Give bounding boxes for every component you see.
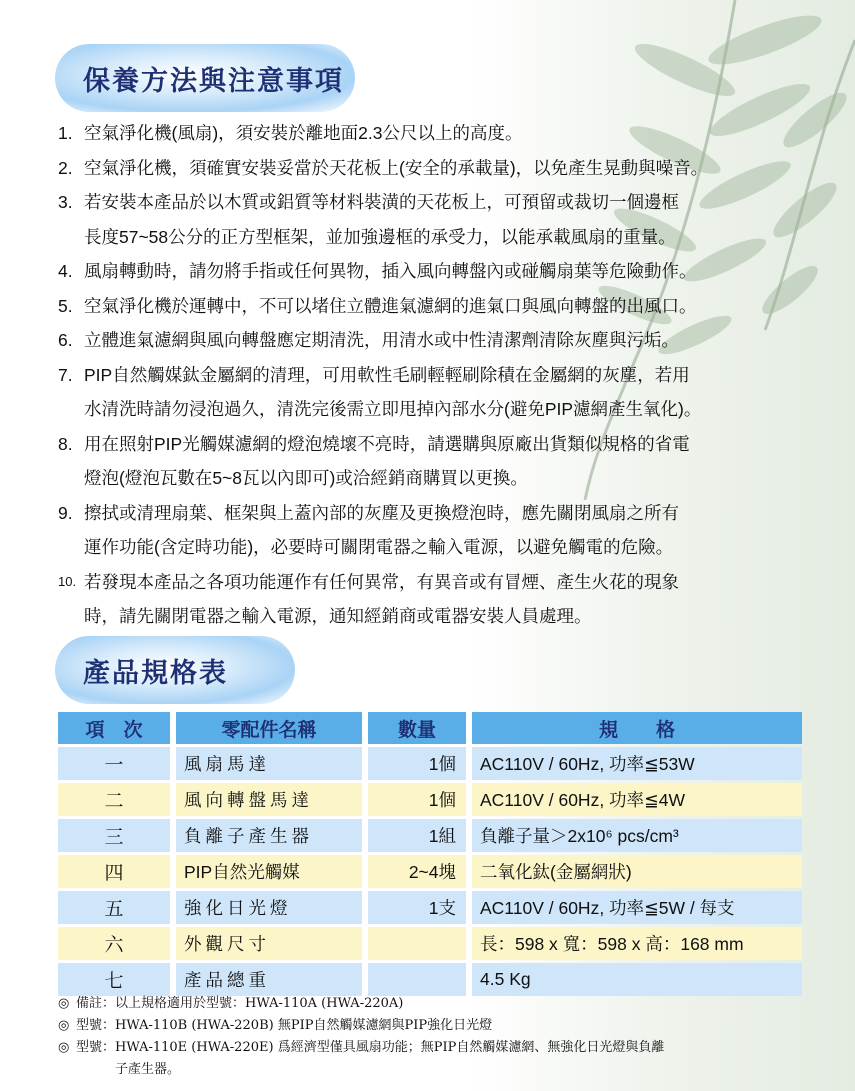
table-row [58, 927, 802, 960]
footnotes [58, 993, 818, 1081]
row-part-name: 外觀尺寸 [170, 927, 362, 960]
section-title-spec [55, 636, 295, 704]
footnote-line: 子產生器。 [115, 1062, 181, 1077]
row-spec: AC110V / 60Hz, 功率≦53W [466, 747, 802, 780]
note-item [58, 496, 818, 565]
note-item [58, 254, 818, 289]
footnote-item [58, 993, 818, 1015]
table-row [58, 819, 802, 852]
bullet-mark: ◎ [58, 996, 70, 1011]
row-quantity: 1個 [362, 783, 466, 816]
note-line: 擦拭或清理扇葉、框架與上蓋內部的灰塵及更換燈泡時，應先關閉風扇之所有 [84, 502, 679, 523]
bullet-mark: ◎ [58, 1018, 70, 1033]
note-line: 水清洗時請勿浸泡過久，清洗完後需立即甩掉內部水分(避免PIP濾網產生氧化)。 [84, 399, 702, 419]
row-part-name: PIP自然光觸媒 [170, 855, 362, 888]
note-item [58, 565, 818, 634]
note-line: 用在照射PIP光觸媒濾網的燈泡燒壞不亮時，請選購與原廠出貨類似規格的省電 [84, 433, 690, 454]
row-index: 六 [58, 927, 170, 960]
table-row [58, 783, 802, 816]
row-part-name: 風扇馬達 [170, 747, 362, 780]
maintenance-notes-list [58, 116, 818, 634]
bullet-mark: ◎ [58, 1040, 70, 1055]
footnote-item [58, 1037, 818, 1081]
table-row [58, 963, 802, 996]
note-line: 運作功能(含定時功能)，必要時可關閉電器之輸入電源，以避免觸電的危險。 [84, 537, 674, 557]
row-quantity [362, 927, 466, 960]
row-part-name: 風向轉盤馬達 [170, 783, 362, 816]
header-part-name: 零配件名稱 [170, 712, 362, 744]
note-item [58, 323, 818, 358]
row-index: 三 [58, 819, 170, 852]
note-item [58, 358, 818, 427]
note-line: 空氣淨化機(風扇)，須安裝於離地面2.3公尺以上的高度。 [84, 123, 523, 143]
spec-heading: 產品規格表 [83, 657, 228, 689]
header-quantity: 數量 [362, 712, 466, 744]
note-line: 空氣淨化機，須確實安裝妥當於天花板上(安全的承載量)，以免產生晃動與噪音。 [84, 157, 709, 178]
note-item [58, 185, 818, 254]
footnote-line: HWA-110B (HWA-220B) 無PIP自然觸媒濾網與PIP強化日光燈 [115, 1018, 493, 1033]
row-index: 二 [58, 783, 170, 816]
note-number: 8. [58, 433, 73, 454]
note-line: 風扇轉動時，請勿將手指或任何異物，插入風向轉盤內或碰觸扇葉等危險動作。 [84, 261, 697, 281]
row-part-name: 負離子產生器 [170, 819, 362, 852]
footnote-item [58, 1015, 818, 1037]
note-item [58, 151, 818, 186]
row-index: 五 [58, 891, 170, 924]
note-number: 7. [58, 364, 73, 385]
table-row [58, 891, 802, 924]
note-number: 9. [58, 502, 73, 523]
row-quantity: 1支 [362, 891, 466, 924]
header-spec: 規 格 [466, 712, 802, 744]
table-row [58, 855, 802, 888]
footnote-line: 以上規格適用於型號：HWA-110A (HWA-220A) [115, 996, 404, 1011]
note-number: 1. [58, 123, 73, 143]
note-line: 立體進氣濾網與風向轉盤應定期清洗，用清水或中性清潔劑清除灰塵與污垢。 [84, 330, 679, 350]
section-title-maintenance [55, 44, 355, 112]
footnote-label: 型號： [76, 1018, 116, 1033]
row-spec: 4.5 Kg [466, 963, 802, 996]
note-item [58, 116, 818, 151]
note-number: 3. [58, 192, 73, 212]
row-quantity [362, 963, 466, 996]
note-line: 時，請先關閉電器之輸入電源，通知經銷商或電器安裝人員處理。 [84, 606, 592, 626]
header-index: 項 次 [58, 712, 170, 744]
note-line: 若安裝本產品於以木質或鋁質等材料裝潢的天花板上，可預留或裁切一個邊框 [84, 192, 679, 212]
row-quantity: 1個 [362, 747, 466, 780]
row-quantity: 1組 [362, 819, 466, 852]
note-number: 2. [58, 157, 73, 178]
row-index: 七 [58, 963, 170, 996]
row-index: 一 [58, 747, 170, 780]
row-part-name: 產品總重 [170, 963, 362, 996]
spec-table [58, 709, 802, 999]
row-spec: AC110V / 60Hz, 功率≦5W / 每支 [466, 891, 802, 924]
row-spec: 負離子量＞2x10⁶ pcs/cm³ [466, 819, 802, 852]
row-spec: 長：598 x 寬：598 x 高：168 mm [466, 927, 802, 960]
note-line: PIP自然觸媒鈦金屬網的清理，可用軟性毛刷輕輕刷除積在金屬網的灰塵，若用 [84, 364, 690, 385]
table-row [58, 747, 802, 780]
note-line: 燈泡(燈泡瓦數在5~8瓦以內即可)或洽經銷商購買以更換。 [84, 468, 528, 488]
row-quantity: 2~4塊 [362, 855, 466, 888]
note-line: 空氣淨化機於運轉中，不可以堵住立體進氣濾網的進氣口與風向轉盤的出風口。 [84, 295, 697, 316]
note-line: 若發現本產品之各項功能運作有任何異常，有異音或有冒煙、產生火花的現象 [84, 571, 679, 592]
note-line: 長度57~58公分的正方型框架，並加強邊框的承受力，以能承載風扇的重量。 [84, 226, 676, 247]
maintenance-heading: 保養方法與注意事項 [83, 65, 344, 97]
table-header-row [58, 712, 802, 744]
note-number: 5. [58, 295, 73, 316]
row-spec: AC110V / 60Hz, 功率≦4W [466, 783, 802, 816]
note-number: 6. [58, 330, 73, 350]
note-item [58, 289, 818, 324]
footnote-label: 型號： [76, 1040, 116, 1055]
note-number: 10. [58, 573, 77, 589]
note-item [58, 427, 818, 496]
row-index: 四 [58, 855, 170, 888]
footnote-label: 備註： [76, 996, 116, 1011]
footnote-line: HWA-110E (HWA-220E) 爲經濟型僅具風扇功能；無PIP自然觸媒濾網、無強化日光燈與負離 [115, 1040, 665, 1055]
note-number: 4. [58, 261, 73, 281]
row-part-name: 強化日光燈 [170, 891, 362, 924]
row-spec: 二氧化鈦(金屬網狀) [466, 855, 802, 888]
